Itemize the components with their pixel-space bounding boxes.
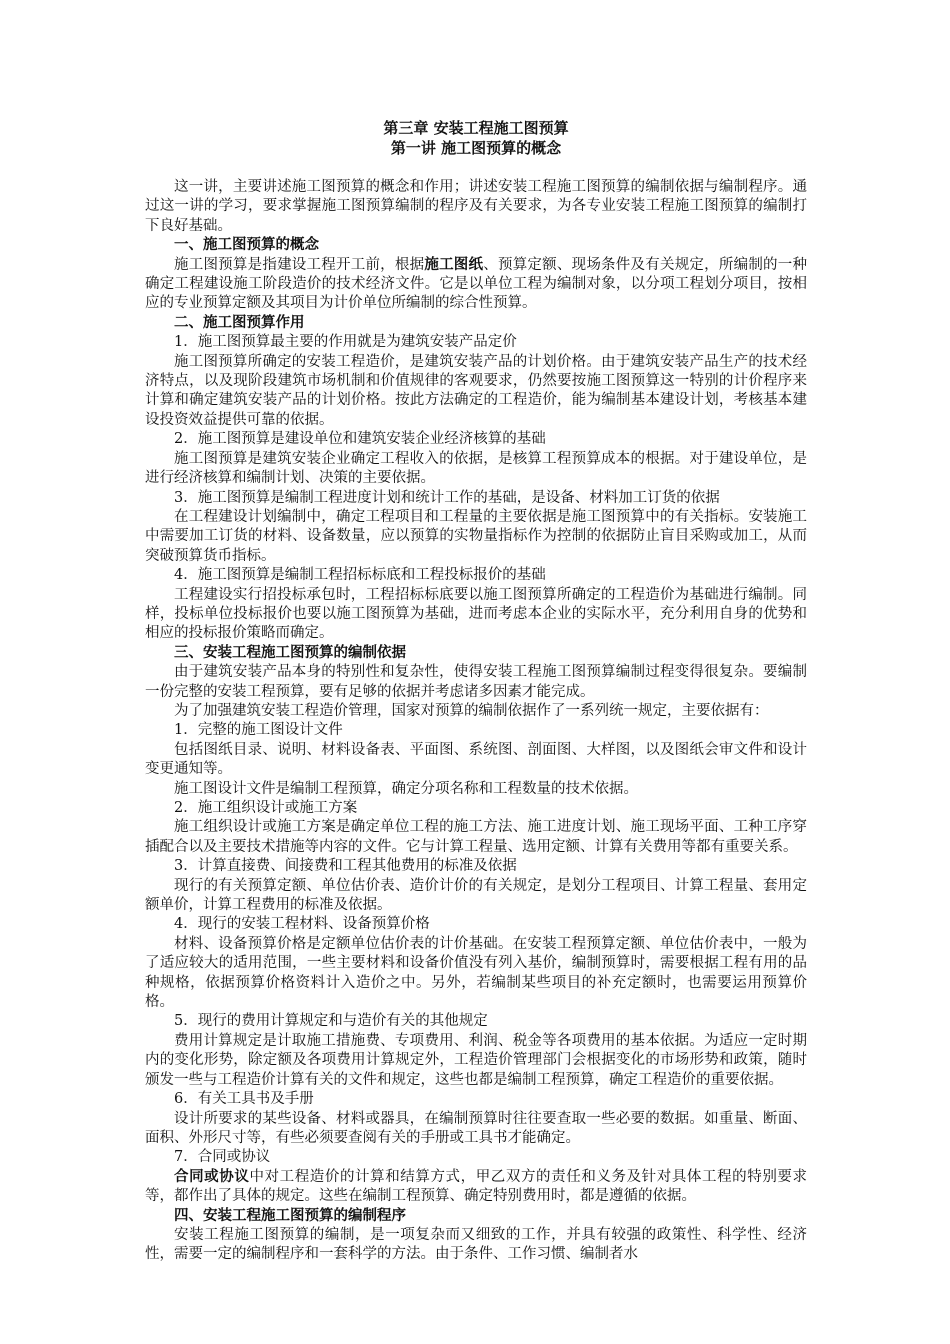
section-heading-3: 三、安装工程施工图预算的编制依据 (174, 644, 406, 661)
paragraph: 在工程建设计划编制中，确定工程项目和工程量的主要依据是施工图预算中的有关指标。安装施工中需要加工订货的材料、设备数量，应以预算的实物量指标作为控制的依据防止盲目采购或加工，从而突破预算货币指标。 (145, 508, 807, 564)
paragraph: 现行的有关预算定额、单位估价表、造价计价的有关规定，是划分工程项目、计算工程量、套用定额单价，计算工程费用的标准及依据。 (145, 877, 807, 914)
paragraph: 施工组织设计或施工方案是确定单位工程的施工方法、施工进度计划、施工现场平面、工种工序穿插配合以及主要技术措施等内容的文件。它与计算工程量、选用定额、计算有关费用等都有重要关系。 (145, 819, 807, 855)
item-heading: 4．施工图预算是编制工程招标标底和工程投标报价的基础 (174, 567, 546, 584)
item-heading: 5．现行的费用计算规定和与造价有关的其他规定 (174, 1013, 488, 1030)
intro-paragraph: 这一讲，主要讲述施工图预算的概念和作用；讲述安装工程施工图预算的编制依据与编制程序。通过这一讲的学习，要求掌握施工图预算编制的程序及有关要求，为各专业安装工程施工图预算的编制打下良好基础。 (145, 179, 807, 234)
text-run: 、预算定额、现场条件及有关规定，所编制的一种确定工程建设施工阶段造价的技术经济文件。它是以单位工程为编制对象，以分项工程划分项目，按相应的专业预算定额及其项目为计价单位所编制的综合性预算。 (145, 256, 807, 312)
text-run: 施工图预算是指建设工程开工前，根据 (174, 256, 425, 273)
item-heading: 2．施工组织设计或施工方案 (174, 800, 358, 816)
item-heading: 4．现行的安装工程材料、设备预算价格 (174, 916, 430, 933)
bold-term: 施工图纸 (424, 256, 484, 273)
section-heading-1: 一、施工图预算的概念 (174, 237, 319, 254)
paragraph: 包括图纸目录、说明、材料设备表、平面图、系统图、剖面图、大样图，以及图纸会审文件和设计变更通知等。 (145, 741, 807, 778)
item-heading: 3．计算直接费、间接费和工程其他费用的标准及依据 (174, 858, 517, 875)
section-1-paragraph (145, 256, 807, 314)
section-heading-4: 四、安装工程施工图预算的编制程序 (174, 1207, 406, 1224)
paragraph: 施工图预算所确定的安装工程造价，是建筑安装产品的计划价格。由于建筑安装产品生产的技术经济特点，以及现阶段建筑市场机制和价值规律的客观要求，仍然要按施工图预算这一特别的计价程序来计算和确定建筑安装产品的计划价格。按此方法确定的工程造价，能为编制基本建设计划，考核基本建设投资效益提供可靠的依据。 (145, 353, 807, 428)
paragraph: 工程建设实行招投标承包时，工程招标标底要以施工图预算所确定的工程造价为基础进行编制。同样，投标单位投标报价也要以施工图预算为基础，进而考虑本企业的实际水平，充分利用自身的优势和相应的投标报价策略而确定。 (145, 586, 807, 642)
paragraph: 施工图预算是建筑安装企业确定工程收入的依据，是核算工程预算成本的根据。对于建设单位，是进行经济核算和编制计划、决策的主要依据。 (145, 450, 807, 487)
section-heading-2: 二、施工图预算作用 (174, 314, 305, 331)
paragraph: 施工图设计文件是编制工程预算，确定分项名称和工程数量的技术依据。 (174, 780, 638, 797)
paragraph: 费用计算规定是计取施工措施费、专项费用、利润、税金等各项费用的基本依据。为适应一定时期内的变化形势，除定额及各项费用计算规定外，工程造价管理部门会根据变化的市场形势和政策，随时颁发一些与工程造价计算有关的文件和规定，这些也都是编制工程预算，确定工程造价的重要依据。 (145, 1032, 807, 1088)
item-heading: 1．完整的施工图设计文件 (174, 722, 343, 739)
item-heading: 7．合同或协议 (174, 1149, 271, 1166)
item-heading: 6．有关工具书及手册 (174, 1091, 314, 1108)
document-page (145, 118, 807, 1265)
paragraph: 由于建筑安装产品本身的特别性和复杂性，使得安装工程施工图预算编制过程变得很复杂。要编制一份完整的安装工程预算，要有足够的依据并考虑诸多因素才能完成。 (145, 664, 807, 700)
item-heading: 2．施工图预算是建设单位和建筑安装企业经济核算的基础 (174, 431, 546, 448)
chapter-title: 第三章 安装工程施工图预算 (383, 119, 569, 137)
paragraph: 材料、设备预算价格是定额单位估价表的计价基础。在安装工程预算定额、单位估价表中，一般为了适应较大的适用范围，一些主要材料和设备价值没有列入基价，编制预算时，需要根据工程有用的品种规格，依据预算价格资料计入造价之中。另外，若编制某些项目的补充定额时，也需要运用预算价格。 (145, 935, 807, 1011)
paragraph: 设计所要求的某些设备、材料或器具，在编制预算时往往要查取一些必要的数据。如重量、断面、面积、外形尺寸等，有些必须要查阅有关的手册或工具书才能确定。 (145, 1110, 807, 1146)
paragraph: 安装工程施工图预算的编制，是一项复杂而又细致的工作，并具有较强的政策性、科学性、经济性，需要一定的编制程序和一套科学的方法。由于条件、工作习惯、编制者水 (145, 1226, 807, 1263)
item-heading: 3．施工图预算是编制工程进度计划和统计工作的基础，是设备、材料加工订货的依据 (174, 489, 720, 506)
spacer (145, 158, 807, 178)
lecture-title: 第一讲 施工图预算的概念 (390, 139, 562, 157)
item-heading: 1．施工图预算最主要的作用就是为建筑安装产品定价 (174, 334, 517, 351)
text-run: 中对工程造价的计算和结算方式，甲乙双方的责任和义务及针对具体工程的特别要求等，都作出了具体的规定。这些在编制工程预算、确定特别费用时，都是遵循的依据。 (145, 1168, 808, 1205)
paragraph (145, 1168, 807, 1207)
bold-term: 合同或协议 (174, 1168, 250, 1185)
paragraph: 为了加强建筑安装工程造价管理，国家对预算的编制依据作了一系列统一规定，主要依据有： (174, 702, 769, 719)
